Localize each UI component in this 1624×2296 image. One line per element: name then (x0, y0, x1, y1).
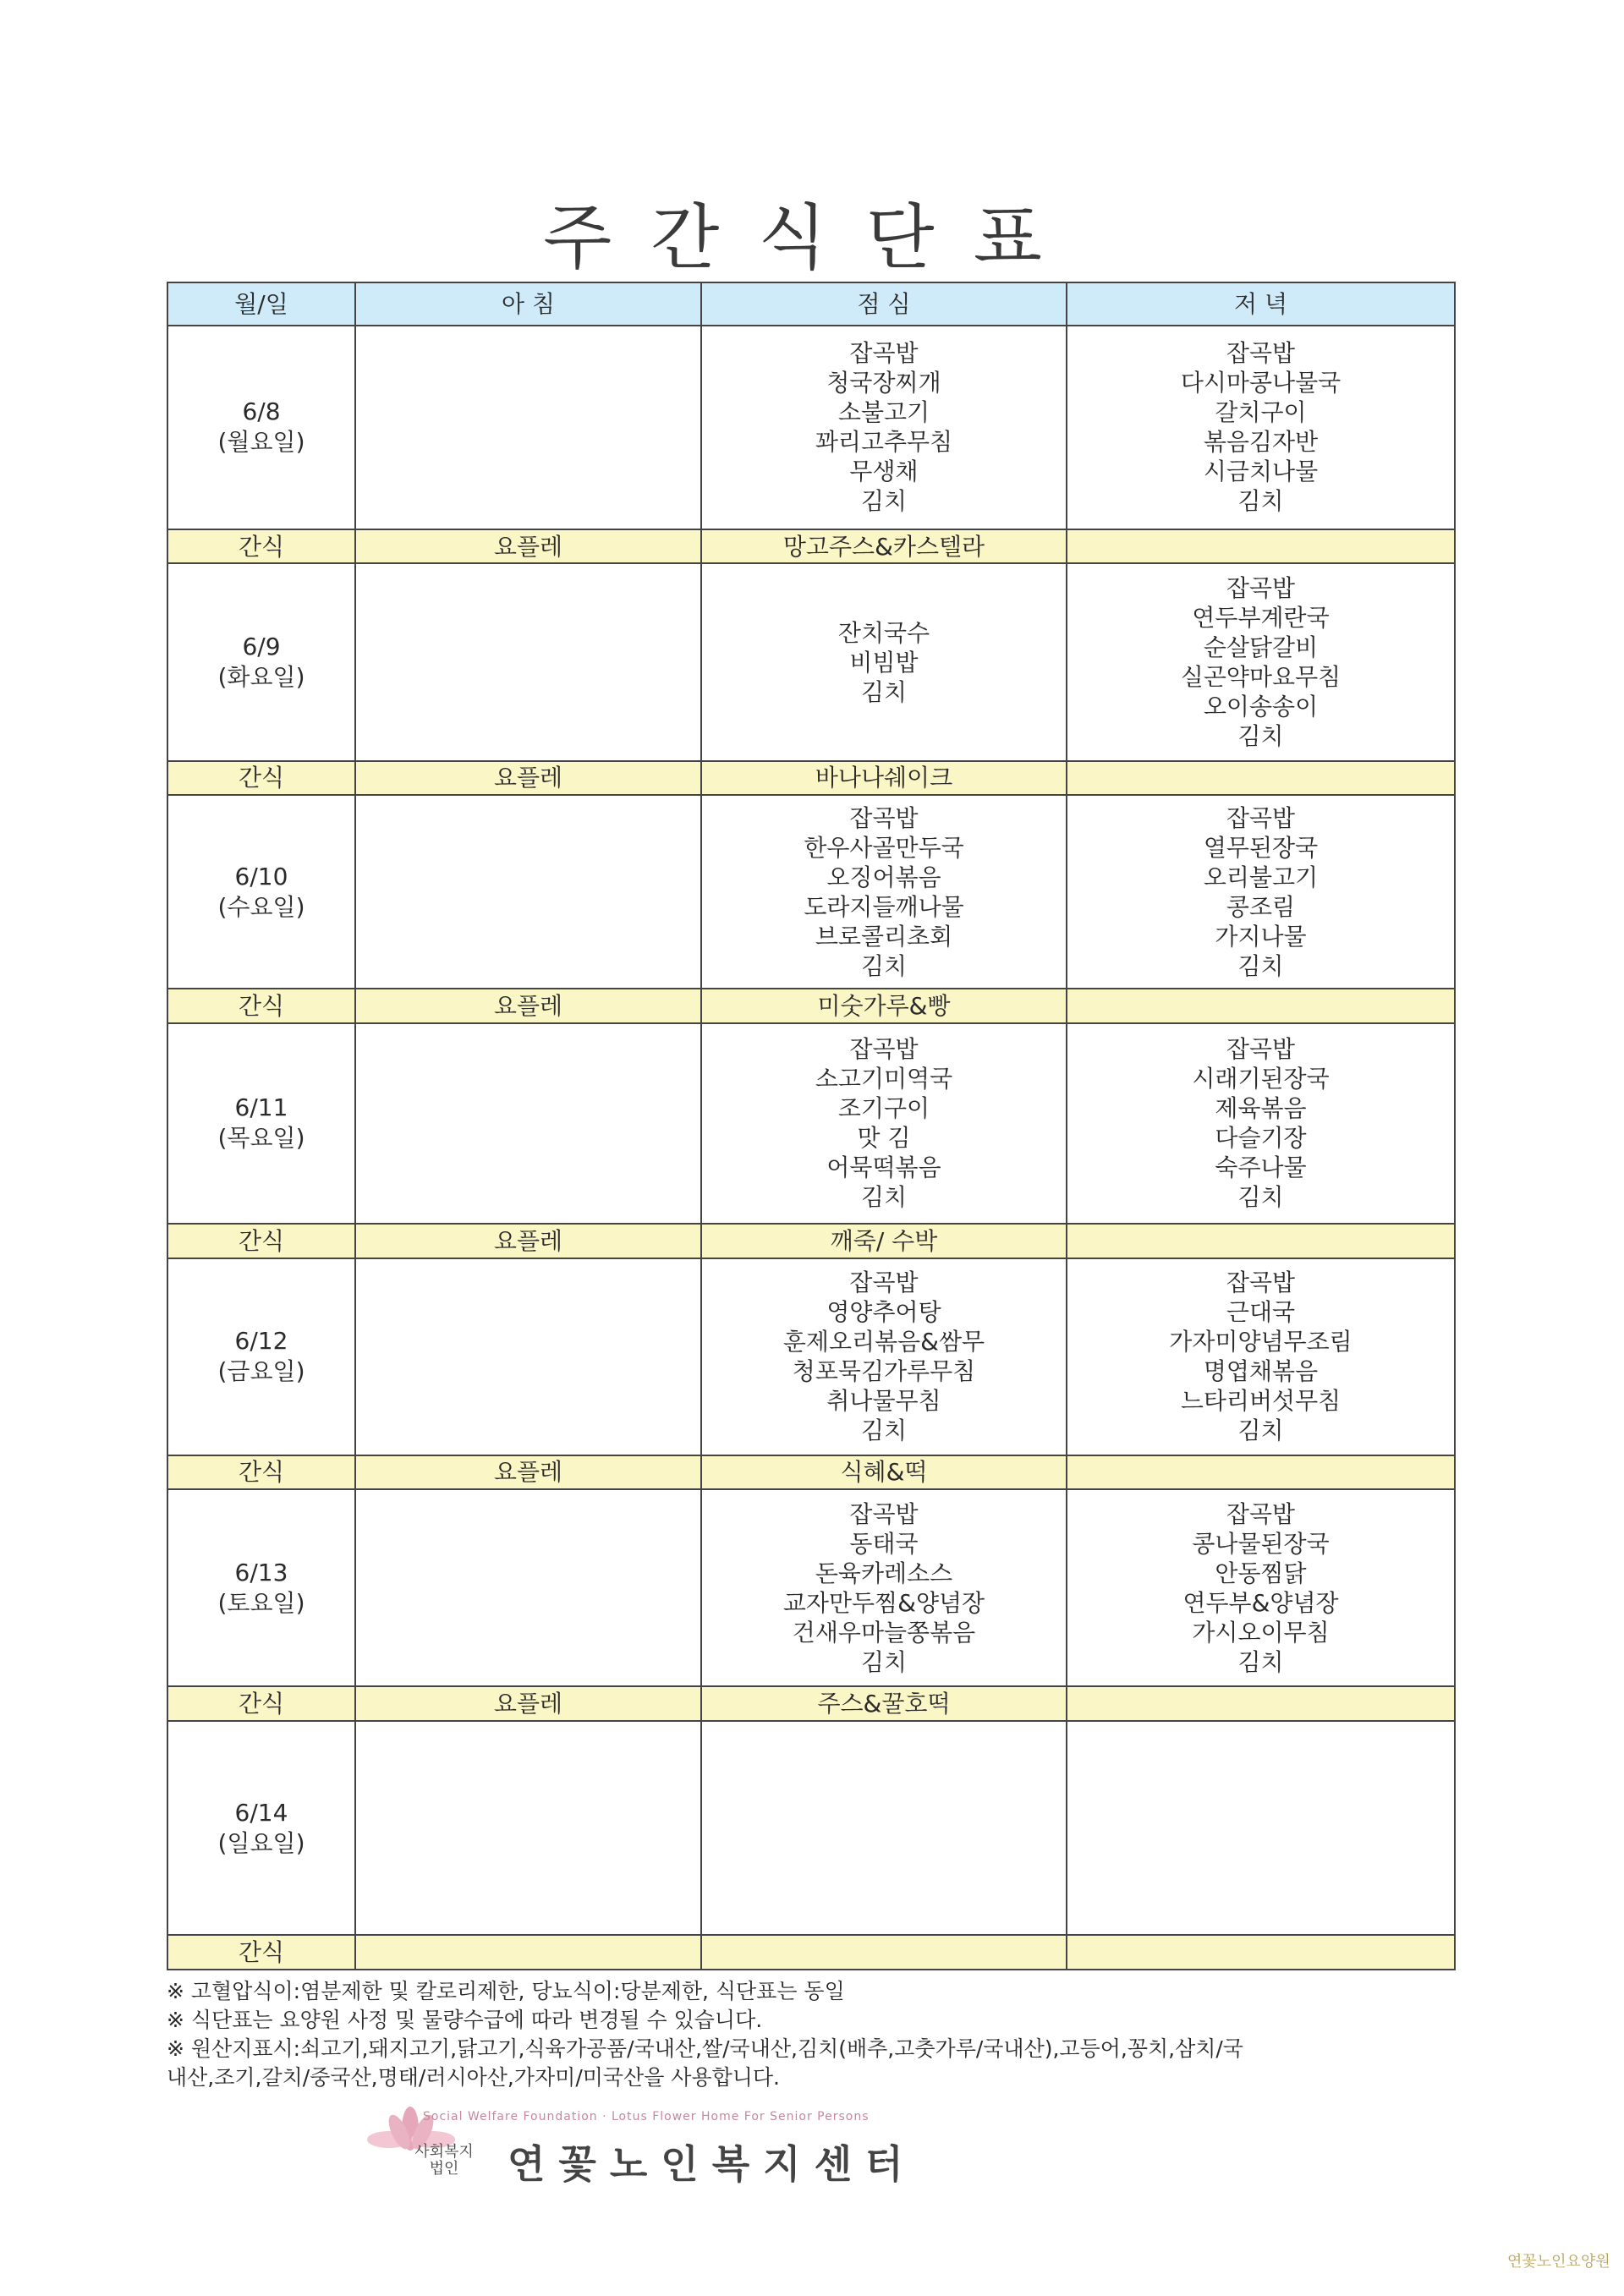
lunch-dish: 김치 (860, 487, 908, 516)
day-weekday: (토요일) (217, 1588, 305, 1617)
breakfast-cell (355, 795, 701, 989)
dinner-dish: 시래기된장국 (1192, 1065, 1330, 1093)
snack-evening (1067, 529, 1455, 564)
footer-english-name: Social Welfare Foundation · Lotus Flower Home For Senior Persons (423, 2110, 870, 2123)
lunch-dish: 청국장찌개 (826, 369, 941, 397)
note-line: ※ 고혈압식이:염분제한 및 칼로리제한, 당뇨식이:당분제한, 식단표는 동일 (167, 1979, 845, 2003)
dinner-dish: 안동찜닭 (1215, 1559, 1307, 1587)
day-date-cell (167, 1258, 355, 1455)
snack-evening (1067, 1935, 1455, 1970)
header-date: 월/일 (167, 282, 355, 326)
weekly-menu-table (167, 282, 1456, 1970)
day-row (167, 326, 1455, 529)
lunch-dish: 김치 (860, 1647, 908, 1676)
dinner-dish: 연두부&양념장 (1182, 1588, 1339, 1617)
lunch-cell (701, 1721, 1067, 1935)
snack-label: 간식 (167, 1935, 355, 1970)
lunch-cell (701, 1023, 1067, 1224)
dinner-dish: 볶음김자반 (1203, 428, 1319, 457)
dinner-dish: 가지나물 (1215, 922, 1307, 951)
breakfast-cell (355, 563, 701, 760)
day-date-cell (167, 1721, 355, 1935)
day-date-cell (167, 1489, 355, 1686)
lunch-cell (701, 1489, 1067, 1686)
dinner-dish: 느타리버섯무침 (1180, 1387, 1341, 1416)
lunch-cell (701, 563, 1067, 760)
snack-morning: 요플레 (355, 1686, 701, 1721)
dinner-dish: 김치 (1237, 487, 1284, 516)
lunch-cell (701, 326, 1067, 529)
snack-label: 간식 (167, 989, 355, 1023)
breakfast-cell (355, 1258, 701, 1455)
snack-evening (1067, 989, 1455, 1023)
breakfast-cell (355, 1023, 701, 1224)
breakfast-cell (355, 1721, 701, 1935)
day-weekday: (금요일) (217, 1357, 305, 1386)
table-header-row (167, 282, 1455, 326)
dinner-dish: 잡곡밥 (1226, 803, 1296, 832)
snack-evening (1067, 1455, 1455, 1490)
dinner-dish: 제육볶음 (1215, 1094, 1307, 1123)
lunch-dish: 김치 (860, 1417, 908, 1445)
day-weekday: (월요일) (217, 428, 305, 457)
dinner-dish: 김치 (1237, 1647, 1284, 1676)
snack-row (167, 1686, 1455, 1721)
lunch-dish: 잡곡밥 (849, 1035, 919, 1064)
lunch-dish: 어묵떡볶음 (826, 1153, 941, 1182)
snack-afternoon: 미숫가루&빵 (701, 989, 1067, 1023)
breakfast-cell (355, 1489, 701, 1686)
snack-row (167, 1224, 1455, 1258)
lunch-dish: 꽈리고추무침 (815, 428, 953, 457)
dinner-dish: 숙주나물 (1215, 1153, 1307, 1182)
dinner-dish: 김치 (1237, 1417, 1284, 1445)
snack-afternoon: 깨죽/ 수박 (701, 1224, 1067, 1258)
breakfast-cell (355, 326, 701, 529)
lunch-dish: 교자만두찜&양념장 (782, 1588, 985, 1617)
header-lunch: 점 심 (701, 282, 1067, 326)
lunch-dish: 김치 (860, 1183, 908, 1212)
dinner-cell (1067, 795, 1455, 989)
snack-row (167, 989, 1455, 1023)
snack-evening (1067, 1686, 1455, 1721)
snack-afternoon: 망고주스&카스텔라 (701, 529, 1067, 564)
snack-row (167, 761, 1455, 796)
dinner-dish: 잡곡밥 (1226, 1035, 1296, 1064)
lunch-dish: 잡곡밥 (849, 1269, 919, 1297)
lunch-dish: 한우사골만두국 (804, 833, 964, 862)
header-dinner: 저 녁 (1067, 282, 1455, 326)
snack-row (167, 1935, 1455, 1970)
lunch-cell (701, 795, 1067, 989)
lunch-dish: 영양추어탕 (826, 1298, 941, 1327)
snack-label: 간식 (167, 761, 355, 796)
day-date: 6/13 (234, 1558, 288, 1586)
dinner-dish: 순살닭갈비 (1203, 633, 1319, 662)
lunch-dish: 돈육카레소스 (815, 1559, 953, 1587)
lunch-dish: 김치 (860, 951, 908, 980)
page-title: 주간식단표 (543, 196, 1081, 279)
dinner-dish: 실곤약마요무침 (1180, 663, 1341, 692)
dinner-dish: 가자미양념무조림 (1169, 1328, 1352, 1356)
lunch-dish: 무생채 (849, 458, 919, 486)
lunch-dish: 맛 김 (857, 1124, 911, 1153)
day-date: 6/12 (234, 1327, 288, 1356)
snack-evening (1067, 1224, 1455, 1258)
header-breakfast: 아 침 (355, 282, 701, 326)
note-line: ※ 식단표는 요양원 사정 및 물량수급에 따라 변경될 수 있습니다. (167, 2008, 763, 2032)
day-row (167, 1721, 1455, 1935)
dinner-cell (1067, 1721, 1455, 1935)
lunch-dish: 훈제오리볶음&쌈무 (782, 1328, 985, 1356)
day-row (167, 1489, 1455, 1686)
day-weekday: (일요일) (217, 1828, 305, 1857)
day-date-cell (167, 563, 355, 760)
snack-afternoon: 바나나쉐이크 (701, 761, 1067, 796)
dinner-dish: 연두부계란국 (1192, 604, 1330, 633)
dinner-dish: 잡곡밥 (1226, 339, 1296, 368)
dinner-cell (1067, 563, 1455, 760)
snack-afternoon (701, 1935, 1067, 1970)
dinner-dish: 시금치나물 (1203, 458, 1319, 486)
snack-label: 간식 (167, 1455, 355, 1490)
day-weekday: (화요일) (217, 663, 305, 692)
dinner-dish: 콩나물된장국 (1192, 1529, 1330, 1558)
lunch-dish: 소고기미역국 (815, 1065, 953, 1093)
snack-morning: 요플레 (355, 761, 701, 796)
snack-morning: 요플레 (355, 989, 701, 1023)
lunch-dish: 도라지들깨나물 (804, 892, 964, 921)
dinner-cell (1067, 1489, 1455, 1686)
day-date-cell (167, 326, 355, 529)
lunch-dish: 잡곡밥 (849, 1499, 919, 1528)
lunch-dish: 김치 (860, 677, 908, 706)
day-date-cell (167, 795, 355, 989)
day-date: 6/10 (234, 862, 288, 890)
snack-evening (1067, 761, 1455, 796)
dinner-dish: 잡곡밥 (1226, 1499, 1296, 1528)
snack-afternoon: 주스&꿀호떡 (701, 1686, 1067, 1721)
snack-label: 간식 (167, 529, 355, 564)
lunch-dish: 청포묵김가루무침 (792, 1357, 976, 1386)
snack-label: 간식 (167, 1686, 355, 1721)
day-row (167, 1023, 1455, 1224)
dinner-dish: 열무된장국 (1203, 833, 1319, 862)
dinner-cell (1067, 1023, 1455, 1224)
snack-morning (355, 1935, 701, 1970)
day-date-cell (167, 1023, 355, 1224)
footer-organization-name: 연꽃노인복지센터 (508, 2141, 917, 2187)
lunch-dish: 조기구이 (837, 1094, 930, 1123)
dinner-dish: 김치 (1237, 951, 1284, 980)
lunch-dish: 비빔밥 (849, 648, 919, 677)
dinner-dish: 오이송송이 (1203, 693, 1319, 721)
dinner-dish: 근대국 (1226, 1298, 1296, 1327)
lunch-cell (701, 1258, 1067, 1455)
note-line: ※ 원산지표시:쇠고기,돼지고기,닭고기,식육가공품/국내산,쌀/국내산,김치(배추,고춧가루/국내산),고등어,꽁치,삼치/국 (167, 2036, 1243, 2061)
day-date: 6/14 (234, 1798, 288, 1827)
lunch-dish: 브로콜리초회 (815, 922, 953, 951)
dinner-cell (1067, 1258, 1455, 1455)
dinner-dish: 김치 (1237, 1183, 1284, 1212)
note-line: 내산,조기,갈치/중국산,명태/러시아산,가자미/미국산을 사용합니다. (167, 2065, 781, 2090)
dinner-dish: 명엽채볶음 (1203, 1357, 1319, 1386)
corner-stamp: 연꽃노인요양원 (1507, 2253, 1610, 2271)
day-row (167, 1258, 1455, 1455)
lunch-dish: 오징어볶음 (826, 863, 941, 891)
snack-row (167, 529, 1455, 564)
snack-morning: 요플레 (355, 1455, 701, 1490)
dinner-dish: 김치 (1237, 722, 1284, 751)
lunch-dish: 동태국 (849, 1529, 919, 1558)
day-date: 6/9 (242, 633, 281, 661)
snack-morning: 요플레 (355, 1224, 701, 1258)
day-row (167, 795, 1455, 989)
lunch-dish: 잡곡밥 (849, 803, 919, 832)
day-row (167, 563, 1455, 760)
lunch-dish: 취나물무침 (826, 1387, 941, 1416)
day-date: 6/11 (234, 1093, 288, 1122)
snack-label: 간식 (167, 1224, 355, 1258)
dinner-dish: 오리불고기 (1203, 863, 1319, 891)
snack-row (167, 1455, 1455, 1490)
lunch-dish: 건새우마늘쫑볶음 (792, 1618, 976, 1647)
dinner-cell (1067, 326, 1455, 529)
dinner-dish: 잡곡밥 (1226, 1269, 1296, 1297)
day-weekday: (수요일) (217, 892, 305, 921)
notes (167, 1977, 1469, 2092)
day-weekday: (목요일) (217, 1124, 305, 1153)
lunch-dish: 소불고기 (837, 398, 930, 427)
snack-afternoon: 식혜&떡 (701, 1455, 1067, 1490)
day-date: 6/8 (242, 397, 281, 426)
lunch-dish: 잡곡밥 (849, 339, 919, 368)
footer-logo (364, 2093, 1125, 2195)
dinner-dish: 잡곡밥 (1226, 574, 1296, 603)
snack-morning: 요플레 (355, 529, 701, 564)
lunch-dish: 잔치국수 (837, 618, 930, 647)
dinner-dish: 갈치구이 (1215, 398, 1307, 427)
dinner-dish: 가시오이무침 (1192, 1618, 1330, 1647)
dinner-dish: 다시마콩나물국 (1180, 369, 1341, 397)
footer-subtitle: 사회복지 법인 (414, 2143, 474, 2178)
dinner-dish: 콩조림 (1226, 892, 1296, 921)
dinner-dish: 다슬기장 (1215, 1124, 1307, 1153)
